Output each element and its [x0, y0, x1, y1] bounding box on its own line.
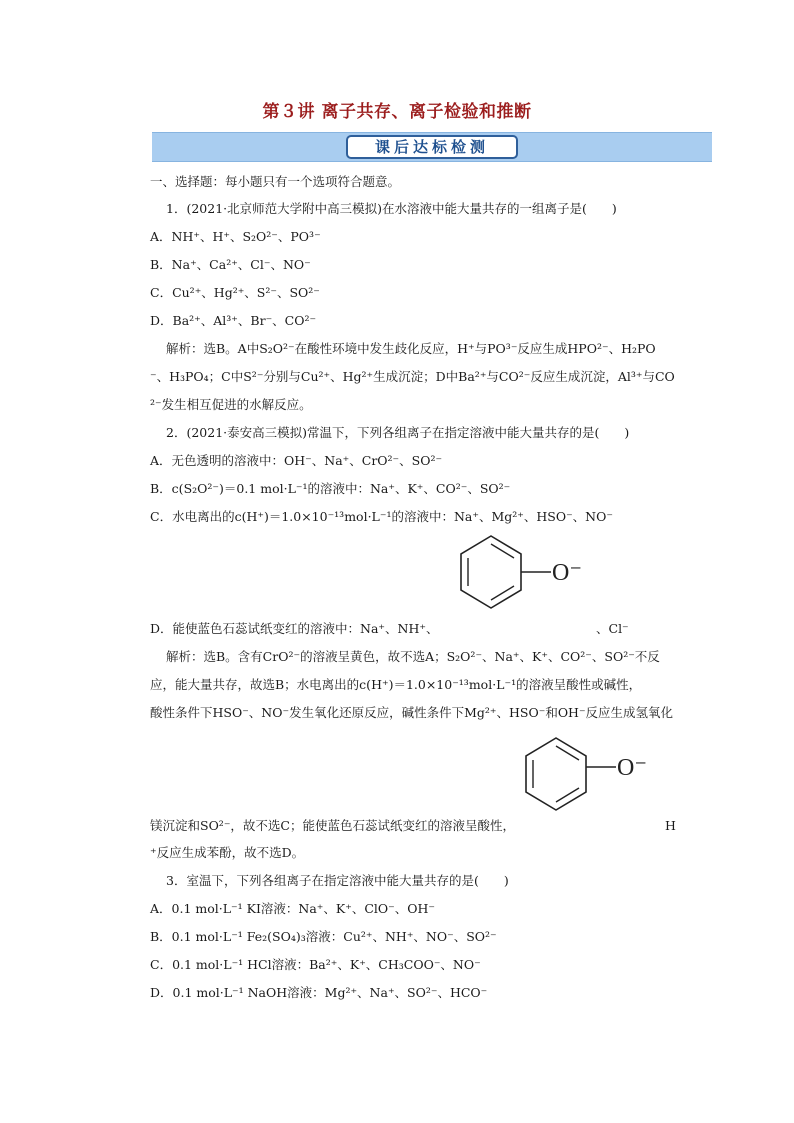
q1-option-c: C．Cu²⁺、Hg²⁺、S²⁻、SO²⁻	[150, 285, 320, 300]
phenoxide-label: O⁻	[617, 755, 647, 781]
q3-option-a: A．0.1 mol·L⁻¹ KI溶液：Na⁺、K⁺、ClO⁻、OH⁻	[150, 901, 435, 916]
q3-option-d: D．0.1 mol·L⁻¹ NaOH溶液：Mg²⁺、Na⁺、SO²⁻、HCO⁻	[150, 985, 488, 1000]
q1-stem: 1．(2021·北京师范大学附中高三模拟)在水溶液中能大量共存的一组离子是( )	[166, 201, 617, 216]
q1-analysis-line-1: 解析：选B。A中S₂O²⁻在酸性环境中发生歧化反应，H⁺与PO³⁻反应生成HPO²⁻、H₂PO	[166, 341, 656, 356]
q2-analysis-line-4-suffix: H	[665, 818, 676, 833]
q1-option-d: D．Ba²⁺、Al³⁺、Br⁻、CO²⁻	[150, 313, 317, 328]
phenoxide-label: O⁻	[552, 560, 582, 586]
phenoxide-structure-icon	[455, 530, 605, 626]
q2-analysis-line-2: 应，能大量共存，故选B；水电离出的c(H⁺)＝1.0×10⁻¹³mol·L⁻¹的溶液呈酸性或碱性，	[150, 677, 642, 692]
q3-stem: 3．室温下，下列各组离子在指定溶液中能大量共存的是( )	[166, 873, 509, 888]
section-banner	[152, 132, 712, 162]
q2-analysis-line-3: 酸性条件下HSO⁻、NO⁻发生氧化还原反应，碱性条件下Mg²⁺、HSO⁻和OH⁻反应生成氢氧化	[150, 705, 674, 720]
page-title: 第３讲 离子共存、离子检验和推断	[262, 102, 532, 122]
banner-label: 课后达标检测	[346, 135, 518, 159]
q2-analysis-line-5: ⁺反应生成苯酚，故不选D。	[150, 845, 305, 860]
q1-analysis-line-3: ²⁻发生相互促进的水解反应。	[150, 397, 312, 412]
q2-option-a: A．无色透明的溶液中：OH⁻、Na⁺、CrO²⁻、SO²⁻	[150, 453, 443, 468]
q2-stem: 2．(2021·泰安高三模拟)常温下，下列各组离子在指定溶液中能大量共存的是( )	[166, 425, 630, 440]
q1-analysis-line-2: ⁻、H₃PO₄；C中S²⁻分别与Cu²⁺、Hg²⁺生成沉淀；D中Ba²⁺与CO²⁻反应生成沉淀，Al³⁺与CO	[150, 369, 675, 384]
q2-analysis-line-1: 解析：选B。含有CrO²⁻的溶液呈黄色，故不选A；S₂O²⁻、Na⁺、K⁺、CO²⁻、SO²⁻不反	[166, 649, 660, 664]
q1-option-b: B．Na⁺、Ca²⁺、Cl⁻、NO⁻	[150, 257, 311, 272]
q3-option-c: C．0.1 mol·L⁻¹ HCl溶液：Ba²⁺、K⁺、CH₃COO⁻、NO⁻	[150, 957, 481, 972]
q2-option-b: B．c(S₂O²⁻)＝0.1 mol·L⁻¹的溶液中：Na⁺、K⁺、CO²⁻、SO²⁻	[150, 481, 511, 496]
phenoxide-structure-icon	[520, 732, 670, 828]
q2-analysis-line-4-prefix: 镁沉淀和SO²⁻，故不选C；能使蓝色石蕊试纸变红的溶液呈酸性，	[150, 818, 515, 833]
q1-option-a: A．NH⁺、H⁺、S₂O²⁻、PO³⁻	[150, 229, 321, 244]
section-heading: 一、选择题：每小题只有一个选项符合题意。	[150, 174, 401, 189]
q2-option-d-suffix: 、Cl⁻	[596, 621, 629, 636]
q3-option-b: B．0.1 mol·L⁻¹ Fe₂(SO₄)₃溶液：Cu²⁺、NH⁺、NO⁻、SO²⁻	[150, 929, 497, 944]
q2-option-d-prefix: D．能使蓝色石蕊试纸变红的溶液中：Na⁺、NH⁺、	[150, 621, 439, 636]
q2-option-c: C．水电离出的c(H⁺)＝1.0×10⁻¹³mol·L⁻¹的溶液中：Na⁺、Mg²⁺、HSO⁻、NO⁻	[150, 509, 613, 524]
